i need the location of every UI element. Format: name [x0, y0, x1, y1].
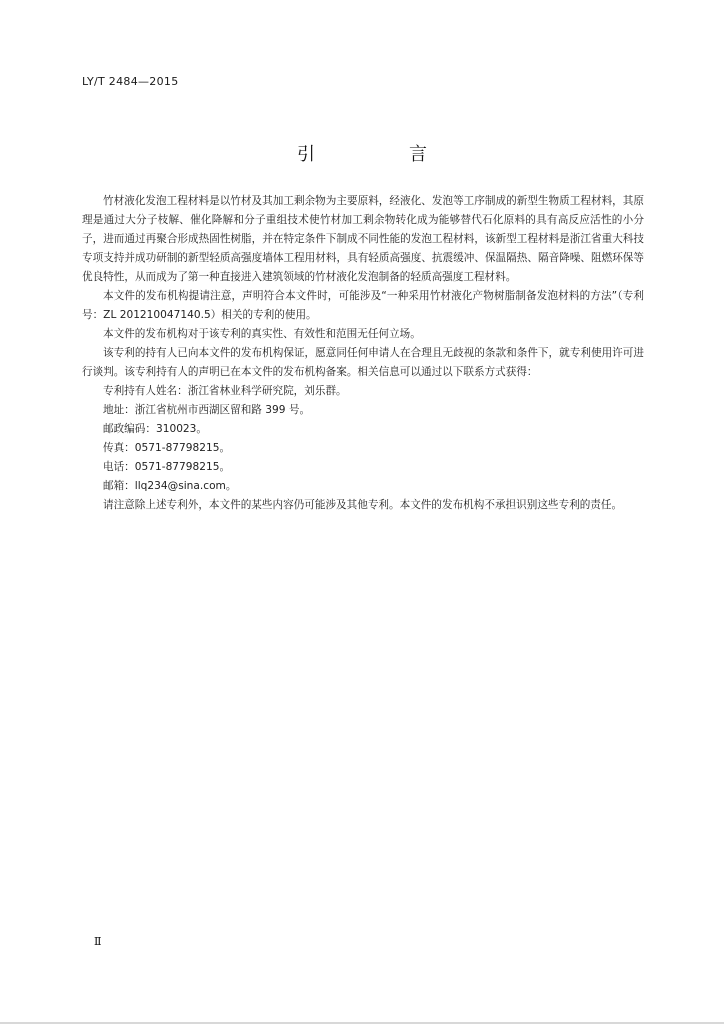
holder-assurance-paragraph: 该专利的持有人已向本文件的发布机构保证，愿意同任何申请人在合理且无歧视的条款和条件下，就专利使用许可进行谈判。该专利持有人的声明已在本文件的发布机构备案。相关信息可以通过以下联系方式获得：	[82, 347, 644, 378]
contact-phone: 电话：0571-87798215。	[103, 461, 231, 473]
section-title: 引 言	[297, 144, 465, 165]
contact-email: 邮箱：llq234@sina.com。	[103, 480, 237, 492]
contact-postcode: 邮政编码：310023。	[103, 423, 208, 435]
contact-fax: 传真：0571-87798215。	[103, 442, 231, 454]
document-body	[82, 192, 644, 515]
contact-address: 地址：浙江省杭州市西湖区留和路 399 号。	[103, 404, 311, 416]
contact-holder: 专利持有人姓名：浙江省林业科学研究院，刘乐群。	[103, 385, 347, 397]
intro-paragraph: 竹材液化发泡工程材料是以竹材及其加工剩余物为主要原料，经液化、发泡等工序制成的新型生物质工程材料，其原理是通过大分子枝解、催化降解和分子重组技术使竹材加工剩余物转化成为能够替代石化原料的具有高反应活性的小分子，进而通过再聚合形成热固性树脂，并在特定条件下制成不同性能的发泡工程材料，该新型工程材料是浙江省重大科技专项支持并成功研制的新型轻质高强度墙体工程用材料，具有轻质高强度、抗震缓冲、保温隔热、隔音降噪、阻燃环保等优良特性，从而成为了第一种直接进入建筑领域的竹材液化发泡制备的轻质高强度工程材料。	[82, 195, 644, 283]
standard-code: LY/T 2484—2015	[82, 75, 179, 88]
patent-notice-paragraph: 本文件的发布机构提请注意，声明符合本文件时，可能涉及“一种采用竹材液化产物树脂制备发泡材料的方法”（专利号：ZL 201210047140.5）相关的专利的使用。	[82, 290, 644, 321]
closing-paragraph: 请注意除上述专利外，本文件的某些内容仍可能涉及其他专利。本文件的发布机构不承担识别这些专利的责任。	[103, 499, 623, 511]
position-statement-paragraph: 本文件的发布机构对于该专利的真实性、有效性和范围无任何立场。	[103, 328, 421, 340]
page-number: Ⅱ	[94, 935, 102, 948]
